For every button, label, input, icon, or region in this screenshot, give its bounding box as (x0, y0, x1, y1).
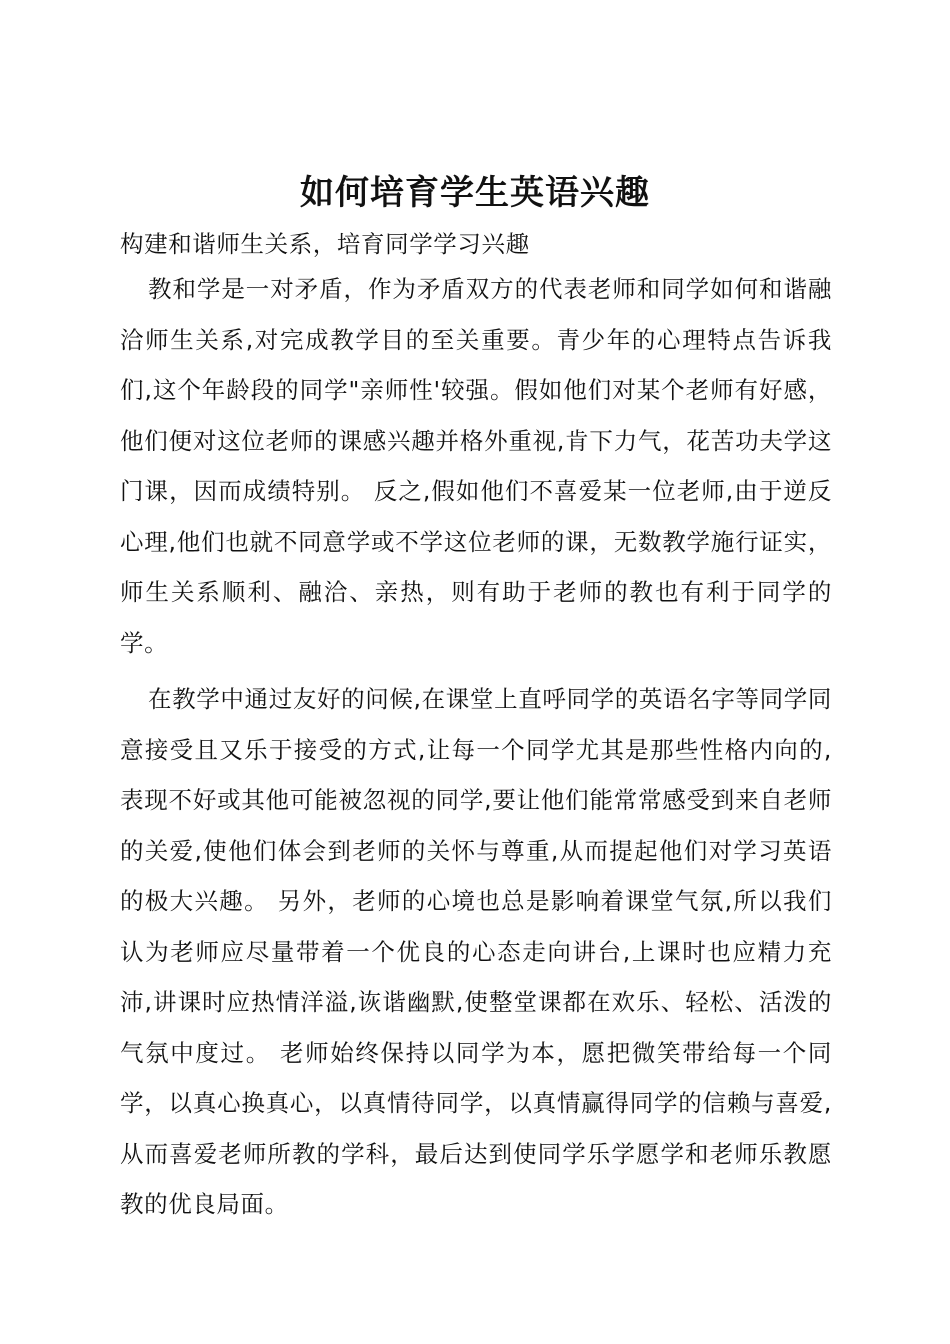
document-title: 如何培育学生英语兴趣 (300, 172, 650, 213)
section-subheading: 构建和谐师生关系，培育同学学习兴趣 (120, 230, 530, 258)
paragraph-1: 教和学是一对矛盾，作为矛盾双方的代表老师和同学如何和谐融洽师生关系,对完成教学目的至关重要。青少年的心理特点告诉我们,这个年龄段的同学"亲师性'较强。假如他们对某个老师有好感，他们便对这位老师的课感兴趣并格外重视,肯下力气，花苦功夫学这门课，因而成绩特别。 反之,假如他们不喜爱某一位老师,由于逆反心理,他们也就不同意学或不学这位老师的课，无数教学施行证实，师生关系顺利、融洽、亲热，则有助于老师的教也有利于同学的学。 (120, 275, 832, 657)
paragraph-2: 在教学中通过友好的问候,在课堂上直呼同学的英语名字等同学同意接受且又乐于接受的方式,让每一个同学尤其是那些性格内向的,表现不好或其他可能被忽视的同学,要让他们能常常感受到来自老师的关爱,使他们体会到老师的关怀与尊重,从而提起他们对学习英语的极大兴趣。 另外，老师的心境也总是影响着课堂气氛,所以我们认为老师应尽量带着一个优良的心态走向讲台,上课时也应精力充沛,讲课时应热情洋溢,诙谐幽默,使整堂课都在欢乐、轻松、活泼的气氛中度过。 老师始终保持以同学为本，愿把微笑带给每一个同学，以真心换真心，以真情待同学，以真情赢得同学的信赖与喜爱,从而喜爱老师所教的学科，最后达到使同学乐学愿学和老师乐教愿教的优良局面。 (120, 685, 833, 1218)
document-body (120, 224, 832, 1230)
